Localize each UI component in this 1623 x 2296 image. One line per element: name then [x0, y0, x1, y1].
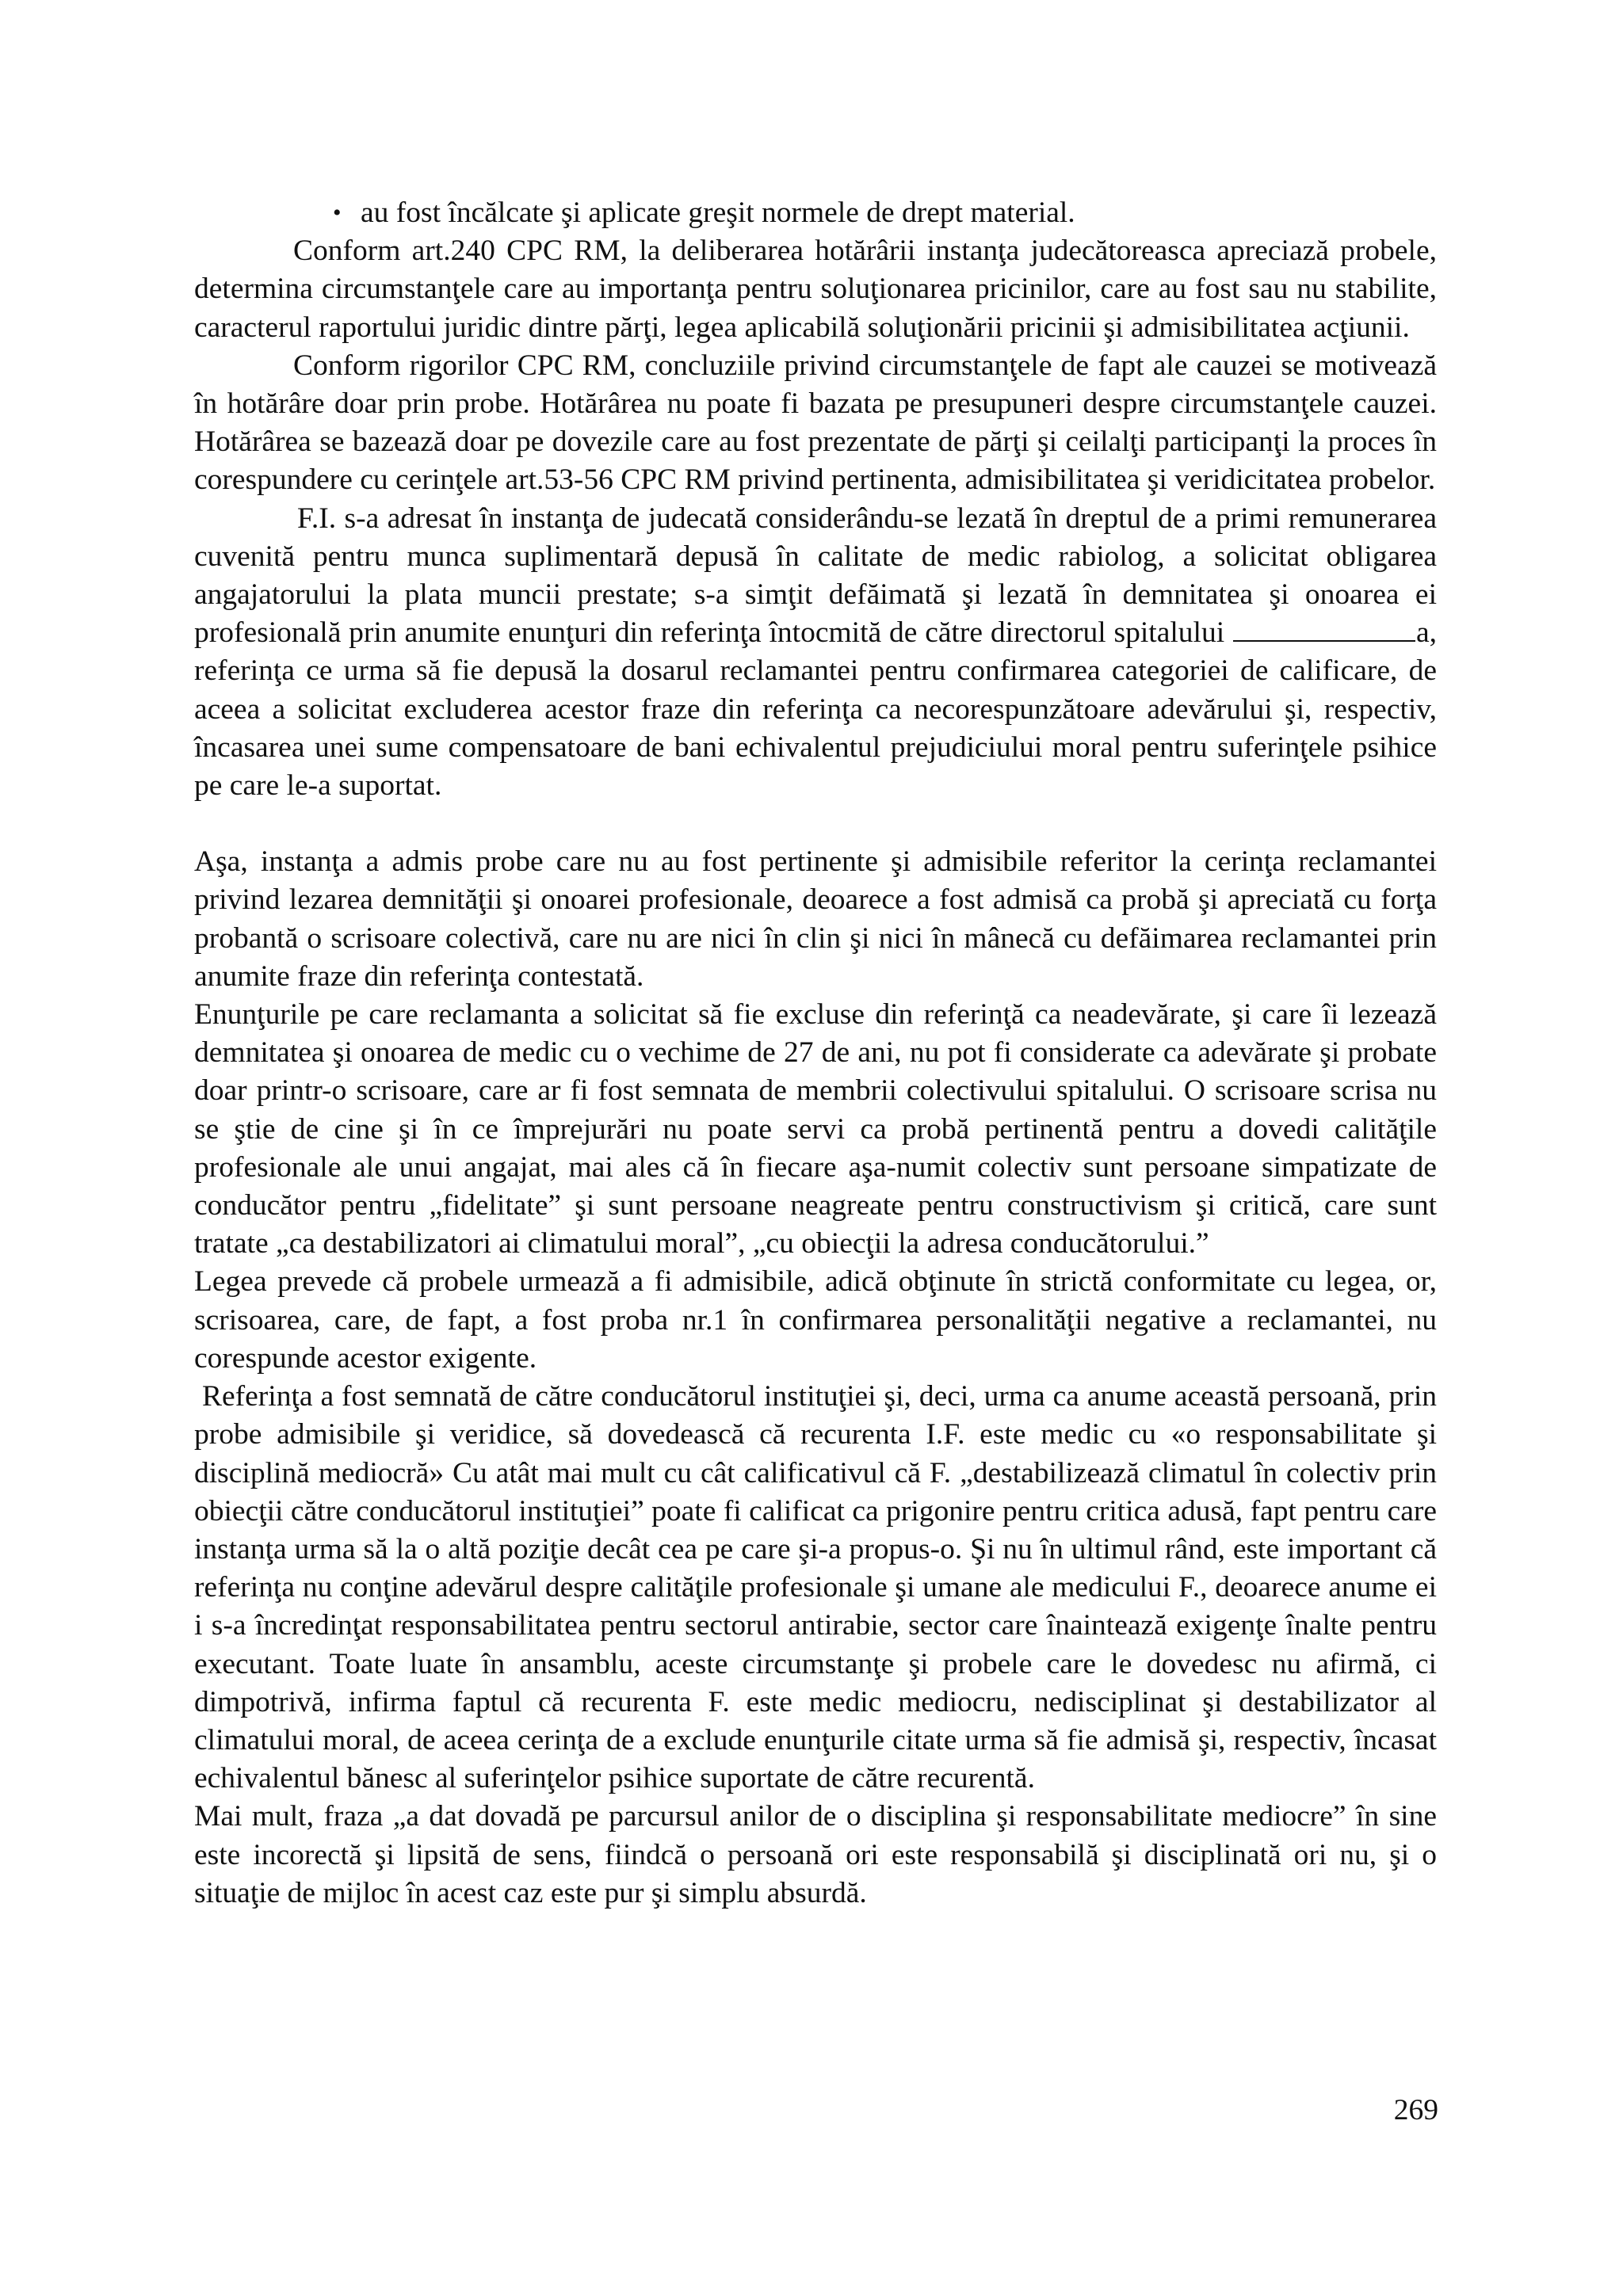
paragraph-statements: Enunţurile pe care reclamanta a solicitat să fie excluse din referinţă ca neadevărate, şi care îi lezează demnitatea şi onoarea de medic cu o vechime de 27 de ani, nu pot fi considerate ca adevărate şi probate doar printr-o scrisoare, care ar fi fost semnata de membrii colectivului spitalului. O scrisoare scrisa nu se ştie de cine şi în ce împrejurări nu poate servi ca probă pertinentă pentru a dovedi calităţile profesionale ale unui angajat, mai ales că în fiecare aşa-numit colectiv sunt persoane simpatizate de conducător pentru „fidelitate” şi sunt persoane neagreate pentru constructivism şi critică, care sunt tratate „ca destabilizatori ai climatului moral”, „cu obiecţii la adresa conducătorului.” [194, 998, 1437, 1261]
fi-claim-text-start: F.I. s-a adresat în instanţa de judecată considerându-se lezată în dreptul de a primi remunerarea cuvenită pentru munca suplimentară depusă în calitate de medic rabiolog, a solicitat obligarea angajatorului la plata muncii prestate; s-a simţit defăimată şi lezată în demnitatea şi onoarea ei profesională prin anumite enunţuri din referinţa întocmită de către directorul spitalului [194, 502, 1437, 650]
paragraph-evidence-admitted: Aşa, instanţa a admis probe care nu au fost pertinente şi admisibile referitor la cerinţa reclamantei privind lezarea demnităţii şi onoarei profesionale, deoarece a fost admisă ca probă şi apreciată cu forţa probantă o scrisoare colectivă, care nu are nici în clin şi nici în mânecă cu defăimarea reclamantei prin anumite fraze din referinţa contestată. [194, 845, 1437, 993]
bullet-text: au fost încălcate şi aplicate greşit normele de drept material. [361, 196, 1075, 229]
paragraph-reference-signed: Referinţa a fost semnată de către conducătorul instituţiei şi, deci, urma ca anume această persoană, prin probe admisibile şi veridice, să dovedească că recurenta I.F. este medic cu «o responsabilitate şi disciplină mediocră» Cu atât mai mult cu cât calificativul că F. „destabilizează climatul în colectiv prin obiecţii către conducătorul instituţiei” poate fi calificat ca prigonire pentru critica adusă, fapt pentru care instanţa urma să la o altă poziţie decât cea pe care şi-a propus-o. Şi nu în ultimul rând, este important că referinţa nu conţine adevărul despre calităţile profesionale şi umane ale medicului F., deoarece anume ei i s-a încredinţat responsabilitatea pentru sectorul antirabie, sector care înaintează exigenţe înalte pentru executant. Toate luate în ansamblu, aceste circumstanţe şi probele care le dovedesc nu afirmă, ci dimpotrivă, infirma faptul că recurenta F. este medic mediocru, nedisciplinat şi destabilizator al climatului moral, de aceea cerinţa de a exclude enunţurile citate urma să fie admisă şi, respectiv, încasat echivalentul bănesc al suferinţelor psihice suportate de către recurentă. [194, 1380, 1437, 1795]
redacted-blank [1233, 616, 1415, 642]
bullet-icon: • [333, 200, 342, 226]
page-number: 269 [1393, 2094, 1438, 2126]
paragraph-phrase-incorrect: Mai mult, fraza „a dat dovadă pe parcursul anilor de o disciplina şi responsabilitate mediocre” în sine este incorectă şi lipsită de sens, fiindcă o persoană ori este responsabilă şi disciplinată ori nu, şi o situaţie de mijloc în acest caz este pur şi simplu absurdă. [194, 1800, 1437, 1909]
fi-claim-text-end: a, referinţa ce urma să fie depusă la dosarul reclamantei pentru confirmarea categoriei de calificare, de aceea a solicitat excluderea acestor fraze din referinţa ca necorespunzătoare adevărului şi, respectiv, încasarea unei sume compensatoare de bani echivalentul prejudiciului moral pentru suferinţele psihice pe care le-a suportat. [194, 616, 1438, 803]
document-body [194, 194, 1437, 1913]
paragraph-art-240: Conform art.240 CPC RM, la deliberarea hotărârii instanţa judecătoreasca apreciază probele, determina circumstanţele care au importanţa pentru soluţionarea pricinilor, care au fost sau nu stabilite, caracterul raportului juridic dintre părţi, legea aplicabilă soluţionării pricinii şi admisibilitatea acţiunii. [194, 235, 1437, 344]
paragraph-cpc-rigors: Conform rigorilor CPC RM, concluziile privind circumstanţele de fapt ale cauzei se motivează în hotărâre doar prin probe. Hotărârea nu poate fi bazata pe presupuneri despre circumstanţele cauzei. Hotărârea se bazează doar pe dovezile care au fost prezentate de părţi şi ceilalţi participanţi la proces în corespundere cu cerinţele art.53-56 CPC RM privind pertinenta, admisibilitatea şi veridicitatea probelor. [194, 349, 1437, 497]
bullet-list-item [194, 194, 1437, 232]
paragraph-fi-claim [194, 500, 1437, 806]
paragraph-law-admissibility: Legea prevede că probele urmează a fi admisibile, adică obţinute în strictă conformitate cu legea, or, scrisoarea, care, de fapt, a fost proba nr.1 în confirmarea personalităţii negative a reclamantei, nu corespunde acestor exigente. [194, 1265, 1437, 1375]
